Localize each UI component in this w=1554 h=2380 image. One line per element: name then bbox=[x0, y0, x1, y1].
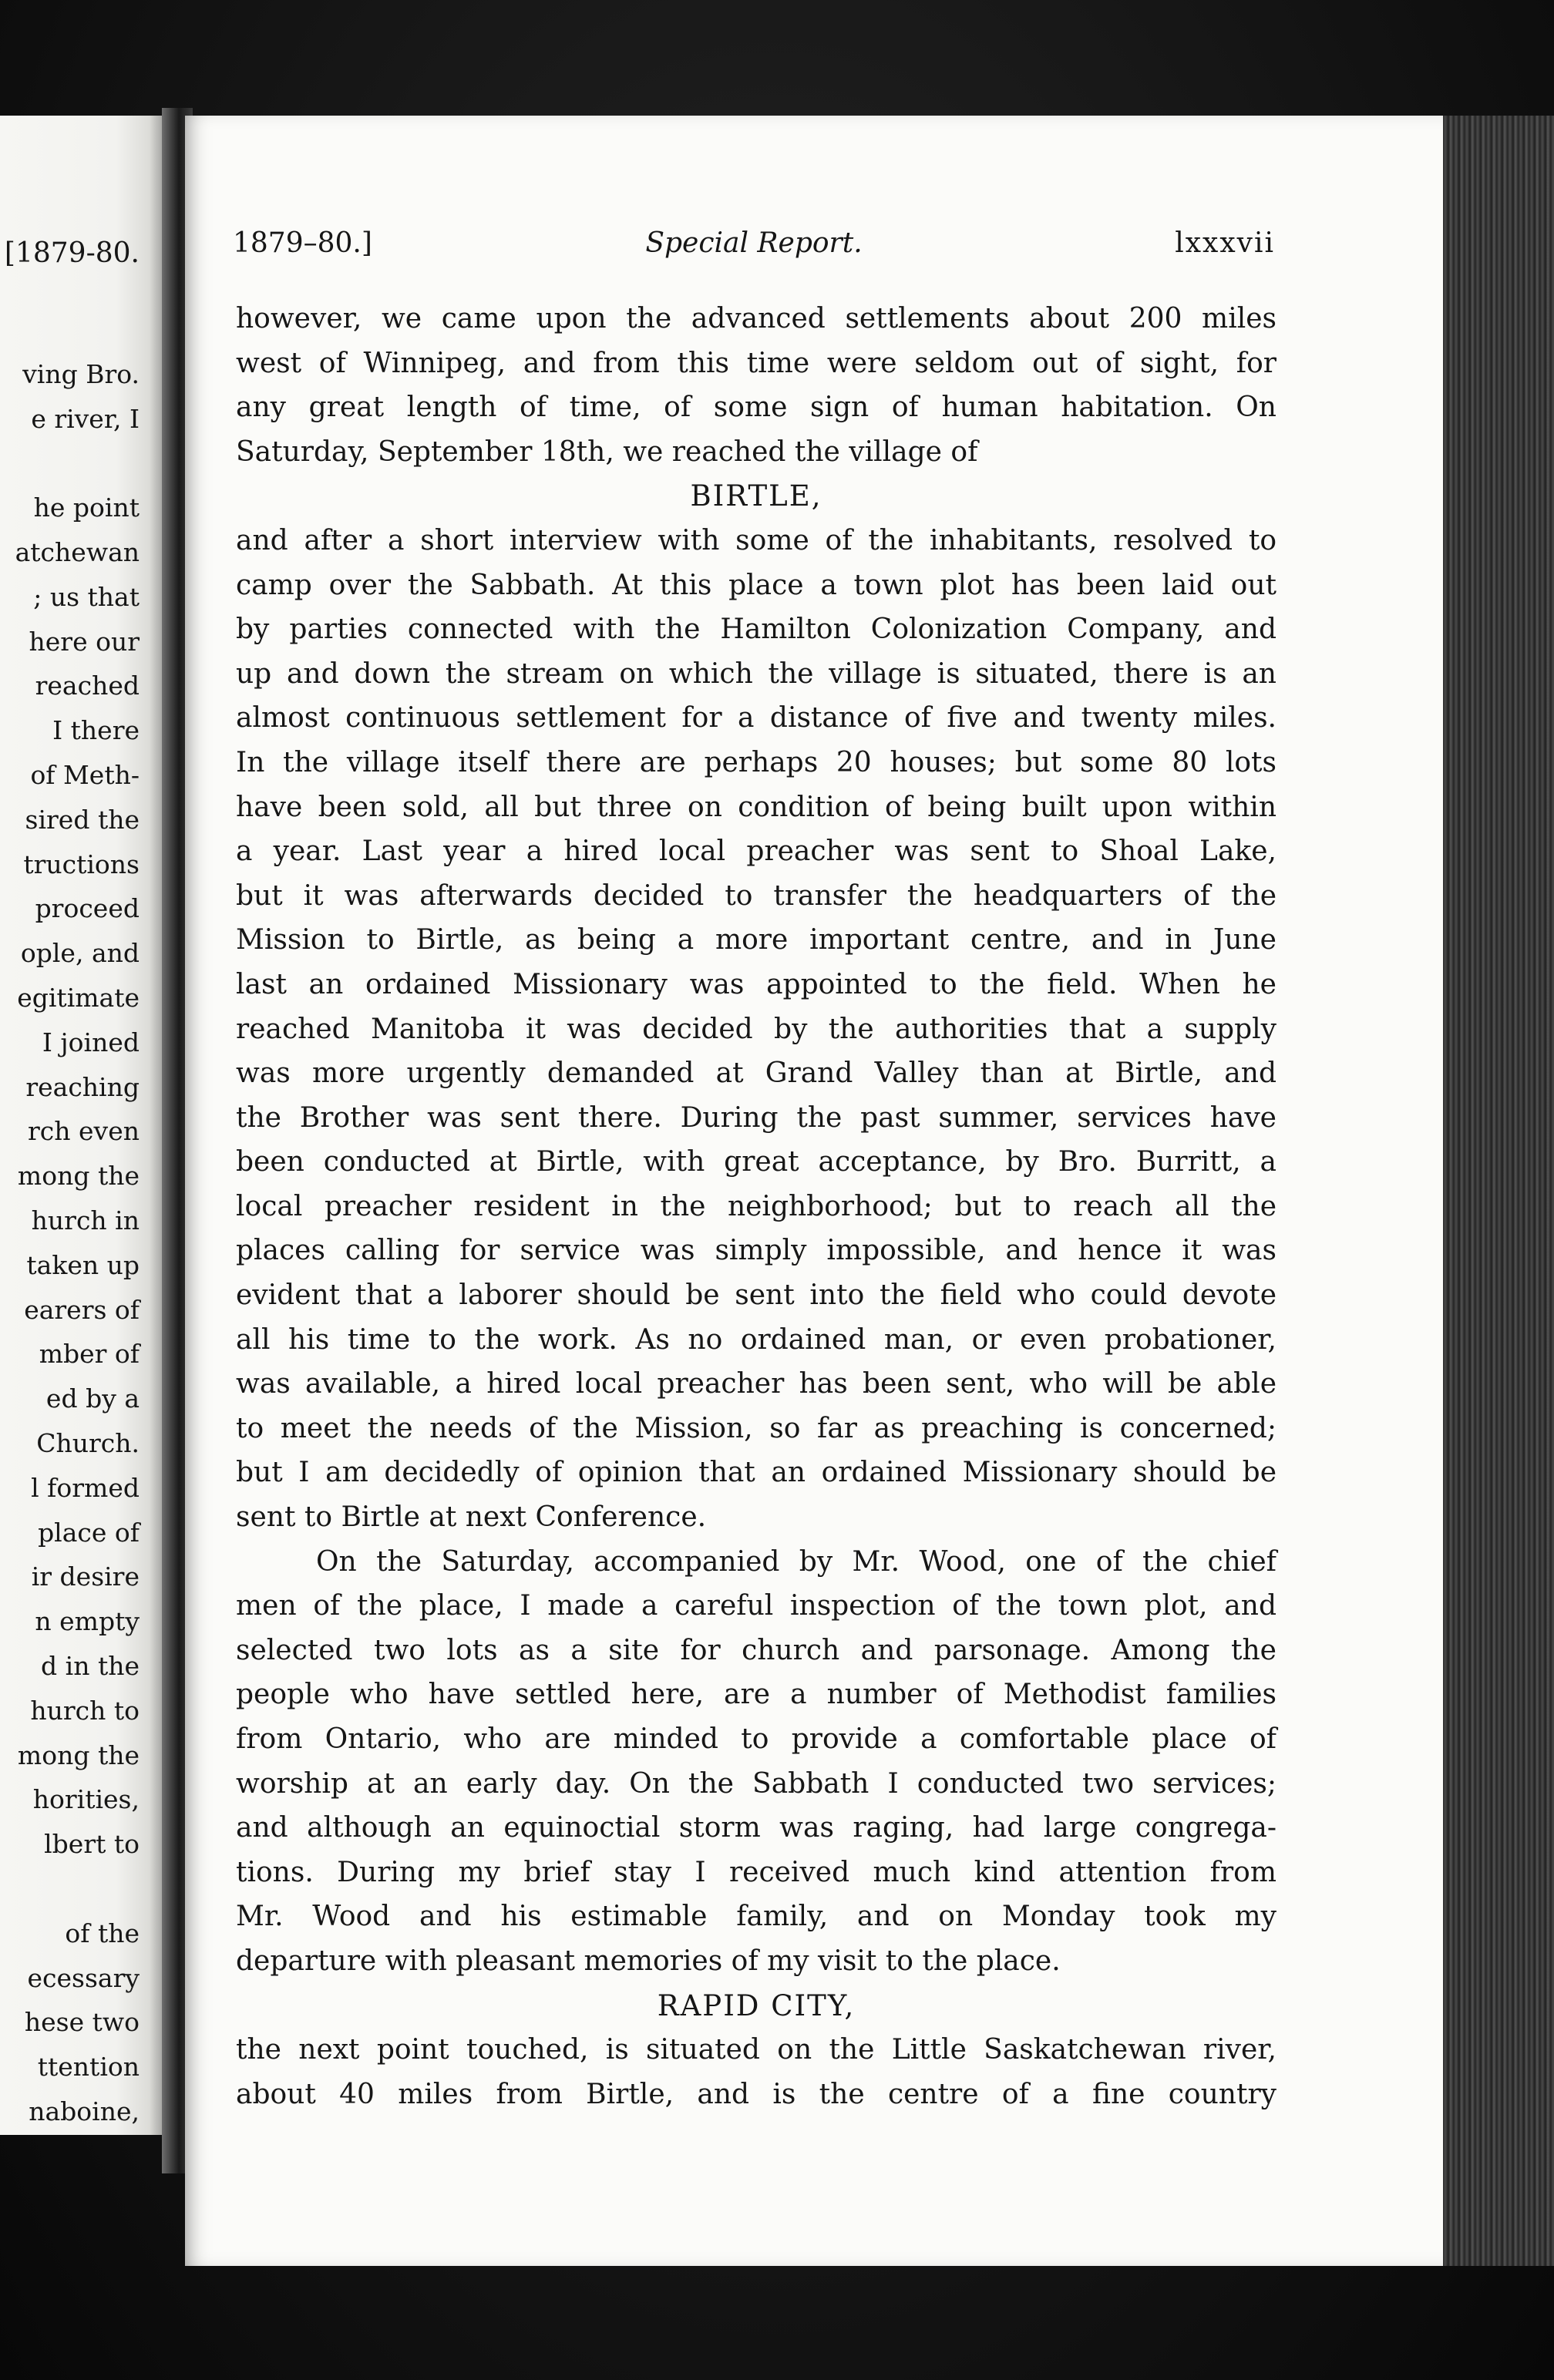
text-line: been conducted at Birtle, with great acceptance, by Bro. Burritt, a bbox=[236, 1146, 1276, 1178]
left-page-line: of the bbox=[65, 1918, 140, 1948]
left-page-line: lbert to bbox=[44, 1829, 140, 1860]
text-line: and although an equinoctial storm was raging, had large congrega- bbox=[236, 1812, 1276, 1844]
page-edges bbox=[1443, 116, 1554, 2266]
paragraph-rapid-city bbox=[236, 2028, 1276, 2116]
section-heading-birtle: BIRTLE, bbox=[690, 479, 822, 513]
page-number: lxxxvii bbox=[1175, 227, 1275, 259]
paragraph-saturday bbox=[236, 1540, 1276, 1984]
text-line: to meet the needs of the Mission, so far as preaching is concerned; bbox=[236, 1412, 1276, 1444]
running-head-year: 1879–80.] bbox=[233, 227, 372, 259]
body-text bbox=[236, 297, 1276, 2116]
text-line: last an ordained Missionary was appointed to the field. When he bbox=[236, 968, 1276, 1000]
text-line: and after a short interview with some of the inhabitants, resolved to bbox=[236, 524, 1276, 556]
text-line: worship at an early day. On the Sabbath I conducted two services; bbox=[236, 1767, 1276, 1800]
left-page-line: place of bbox=[38, 1517, 140, 1548]
left-page-line: ir desire bbox=[31, 1561, 140, 1592]
left-page-line: hese two bbox=[24, 2007, 140, 2038]
text-line: selected two lots as a site for church and parsonage. Among the bbox=[236, 1634, 1276, 1666]
left-page-line: n empty bbox=[35, 1606, 140, 1637]
left-page-line: sired the bbox=[25, 804, 140, 835]
text-line: but I am decidedly of opinion that an ordained Missionary should be bbox=[236, 1457, 1276, 1489]
text-line: about 40 miles from Birtle, and is the centre of a fine country bbox=[236, 2078, 1276, 2110]
left-page-line: atchewan bbox=[15, 537, 140, 567]
left-page-line: [1879-80. bbox=[4, 237, 140, 269]
text-line: was more urgently demanded at Grand Valley than at Birtle, and bbox=[236, 1057, 1276, 1090]
text-line: all his time to the work. As no ordained man, or even probationer, bbox=[236, 1323, 1276, 1356]
left-page-line: ople, and bbox=[20, 938, 140, 969]
left-page-line: rch even bbox=[28, 1116, 140, 1147]
left-page-line: proceed bbox=[35, 893, 140, 924]
left-page-line: of Meth- bbox=[30, 760, 140, 790]
left-page-line: he point bbox=[33, 492, 140, 523]
text-line: any great length of time, of some sign of human habitation. On bbox=[236, 392, 1276, 424]
text-line: men of the place, I made a careful inspection of the town plot, and bbox=[236, 1590, 1276, 1622]
text-line: was available, a hired local preacher has been sent, who will be able bbox=[236, 1368, 1276, 1400]
text-line: On the Saturday, accompanied by Mr. Wood, one of the chief bbox=[316, 1545, 1276, 1578]
left-page-line: l formed bbox=[31, 1472, 140, 1503]
left-page-line: hurch in bbox=[31, 1205, 140, 1235]
text-line: people who have settled here, are a number of Methodist families bbox=[236, 1679, 1276, 1711]
paragraph-birtle bbox=[236, 519, 1276, 1540]
text-line: the next point touched, is situated on the Little Saskatchewan river, bbox=[236, 2034, 1276, 2066]
left-page-line: Church. bbox=[36, 1428, 140, 1458]
text-line: sent to Birtle at next Conference. bbox=[236, 1501, 707, 1534]
running-head bbox=[233, 227, 1275, 266]
left-page-line: ed by a bbox=[45, 1383, 140, 1414]
running-head-title: Special Report. bbox=[645, 227, 863, 259]
text-line: up and down the stream on which the village is situated, there is an bbox=[236, 657, 1276, 690]
text-line: Saturday, September 18th, we reached the village of bbox=[236, 435, 978, 468]
text-line: reached Manitoba it was decided by the authorities that a supply bbox=[236, 1013, 1276, 1045]
text-line: Mr. Wood and his estimable family, and on Monday took my bbox=[236, 1901, 1276, 1933]
text-line: have been sold, all but three on condition of being built upon within bbox=[236, 791, 1276, 823]
text-line: west of Winnipeg, and from this time were seldom out of sight, for bbox=[236, 347, 1276, 379]
text-line: almost continuous settlement for a distance of five and twenty miles. bbox=[236, 702, 1276, 735]
left-page-line: ving Bro. bbox=[22, 358, 140, 389]
paragraph-intro bbox=[236, 297, 1276, 474]
text-line: but it was afterwards decided to transfer the headquarters of the bbox=[236, 879, 1276, 912]
left-page-line: hurch to bbox=[30, 1695, 140, 1726]
left-page-line: egitimate bbox=[17, 983, 140, 1013]
section-heading-rapid-city: RAPID CITY, bbox=[657, 1988, 856, 2022]
text-line: departure with pleasant memories of my visit to the place. bbox=[236, 1945, 1061, 1977]
left-page-line: reached bbox=[35, 671, 140, 701]
left-page-line: tructions bbox=[23, 849, 140, 879]
left-page-line: e river, I bbox=[31, 403, 140, 434]
left-page-line: I there bbox=[52, 715, 140, 746]
left-page-line: naboine, bbox=[29, 2096, 140, 2126]
left-page-line: taken up bbox=[26, 1249, 140, 1280]
left-page-line: here our bbox=[29, 626, 140, 657]
text-line: local preacher resident in the neighborhood; but to reach all the bbox=[236, 1190, 1276, 1222]
text-line: In the village itself there are perhaps 20 houses; but some 80 lots bbox=[236, 746, 1276, 778]
left-page-line: earers of bbox=[24, 1294, 140, 1325]
text-line: the Brother was sent there. During the past summer, services have bbox=[236, 1101, 1276, 1134]
text-line: by parties connected with the Hamilton Colonization Company, and bbox=[236, 613, 1276, 646]
left-page-line: mong the bbox=[17, 1161, 140, 1192]
left-page-line: reaching bbox=[25, 1071, 140, 1102]
left-page-line: mong the bbox=[17, 1740, 140, 1770]
left-page-line: I joined bbox=[42, 1027, 140, 1057]
left-page-line: mber of bbox=[39, 1339, 140, 1370]
text-line: places calling for service was simply impossible, and hence it was bbox=[236, 1235, 1276, 1267]
text-line: from Ontario, who are minded to provide a comfortable place of bbox=[236, 1723, 1276, 1755]
left-page-line: d in the bbox=[41, 1651, 140, 1681]
left-page-fragment bbox=[0, 116, 166, 2135]
text-line: camp over the Sabbath. At this place a town plot has been laid out bbox=[236, 569, 1276, 601]
left-page-line: ecessary bbox=[27, 1962, 140, 1993]
left-page-line: ttention bbox=[37, 2052, 140, 2082]
left-page-line: ; us that bbox=[33, 581, 140, 612]
text-line: a year. Last year a hired local preacher was sent to Shoal Lake, bbox=[236, 835, 1276, 868]
text-line: evident that a laborer should be sent into the field who could devote bbox=[236, 1279, 1276, 1312]
text-line: however, we came upon the advanced settlements about 200 miles bbox=[236, 303, 1276, 334]
text-line: Mission to Birtle, as being a more important centre, and in June bbox=[236, 924, 1276, 956]
left-page-line: horities, bbox=[32, 1784, 140, 1815]
text-line: tions. During my brief stay I received much kind attention from bbox=[236, 1856, 1276, 1888]
